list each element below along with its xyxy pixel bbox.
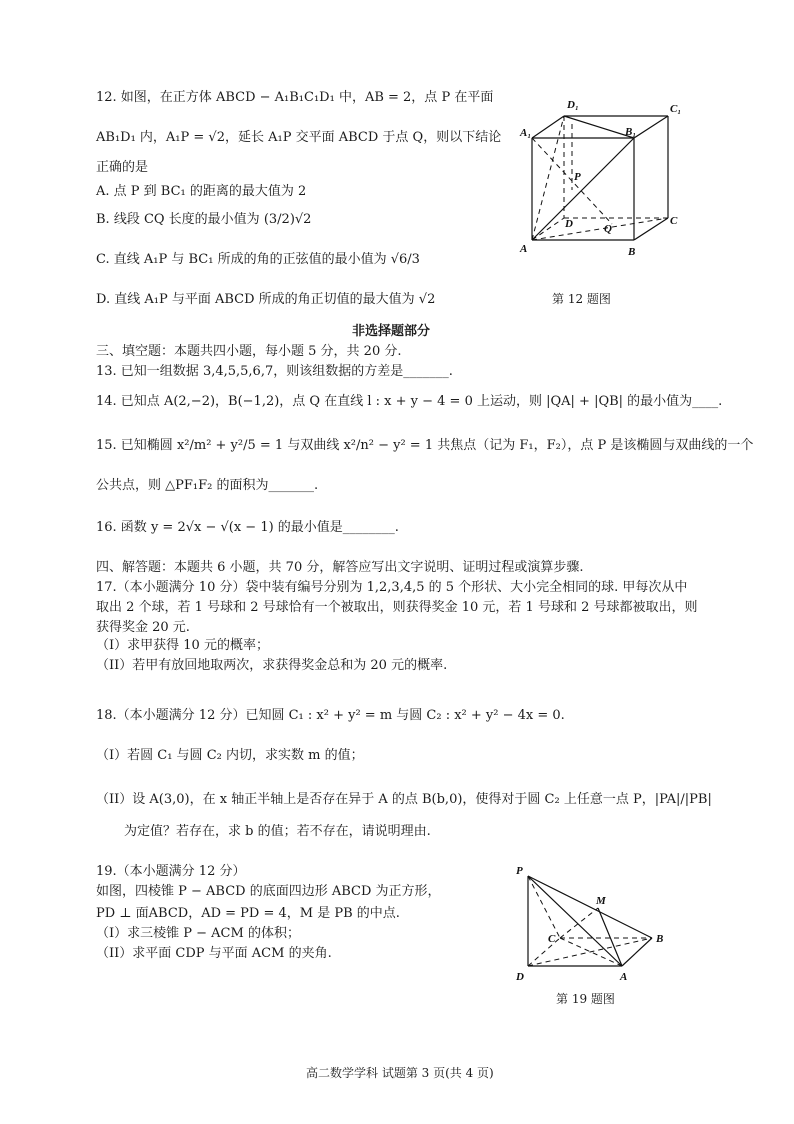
q15-line2: 公共点，则 △PF₁F₂ 的面积为_______. [96, 478, 319, 493]
q19-title: 19.（本小题满分 12 分） [96, 864, 246, 879]
q12-figure-caption: 第 12 题图 [552, 292, 611, 306]
q19-line2: PD ⊥ 面ABCD，AD = PD = 4，M 是 PB 的中点. [96, 906, 400, 921]
pyramid-label-a: A [620, 971, 628, 983]
q19-line1: 如图，四棱锥 P − ABCD 的底面四边形 ABCD 为正方形， [96, 884, 441, 899]
fill-section-header: 三、填空题：本题共四小题，每小题 5 分，共 20 分. [96, 344, 402, 359]
pyramid-label-c: C [548, 933, 556, 945]
q16: 16. 函数 y = 2√x − √(x − 1) 的最小值是________. [96, 520, 399, 535]
solve-section-header: 四、解答题：本题共 6 小题，共 70 分，解答应写出文字说明、证明过程或演算步骤. [96, 560, 584, 575]
q18-part2-cont: 为定值？若存在，求 b 的值；若不存在，请说明理由. [124, 824, 431, 839]
cube-label-b: B [628, 246, 636, 258]
q12-option-a: A. 点 P 到 BC₁ 的距离的最大值为 2 [96, 184, 307, 199]
q13: 13. 已知一组数据 3,4,5,5,6,7，则该组数据的方差是_______. [96, 364, 453, 379]
cube-label-b1: B₁ [625, 126, 637, 138]
cube-label-d: D [565, 218, 573, 230]
pyramid-label-b: B [656, 933, 664, 945]
q12-line3: 正确的是 [96, 160, 149, 175]
q18: 18.（本小题满分 12 分）已知圆 C₁ : x² + y² = m 与圆 C₂ : x² + y² − 4x = 0. [96, 708, 565, 723]
q12-cube-figure [512, 94, 712, 269]
cube-label-d1: D₁ [567, 99, 579, 111]
q12-line2: AB₁D₁ 内，A₁P = √2，延长 A₁P 交平面 ABCD 于点 Q，则以下结论 [96, 130, 502, 145]
q17-part1: （I）求甲获得 10 元的概率； [96, 638, 269, 653]
q18-part2: （II）设 A(3,0)，在 x 轴正半轴上是否存在异于 A 的点 B(b,0)，使得对于圆 C₂ 上任意一点 P，|PA|/|PB| [96, 792, 712, 807]
q17-line2: 取出 2 个球，若 1 号球和 2 号球恰有一个被取出，则获得奖金 10 元，若 1 号球和 2 号球都被取出，则 [96, 600, 698, 615]
q12-option-c: C. 直线 A₁P 与 BC₁ 所成的角的正弦值的最小值为 √6/3 [96, 252, 420, 267]
q12-line1: 12. 如图，在正方体 ABCD − A₁B₁C₁D₁ 中，AB = 2，点 P 在平面 [96, 90, 494, 105]
q19-part2: （II）求平面 CDP 与平面 ACM 的夹角. [96, 946, 332, 961]
page-footer: 高二数学学科 试题第 3 页(共 4 页) [306, 1066, 494, 1080]
q15-line1: 15. 已知椭圆 x²/m² + y²/5 = 1 与双曲线 x²/n² − y² = 1 共焦点（记为 F₁，F₂），点 P 是该椭圆与双曲线的一个 [96, 438, 754, 453]
cube-label-p: P [574, 171, 581, 183]
q14: 14. 已知点 A(2,−2)，B(−1,2)，点 Q 在直线 l : x + y − 4 = 0 上运动，则 |QA| + |QB| 的最小值为____. [96, 394, 723, 409]
cube-label-a1: A₁ [520, 127, 532, 139]
cube-label-c: C [670, 215, 678, 227]
q17-line3: 获得奖金 20 元. [96, 620, 190, 635]
q19-part1: （I）求三棱锥 P − ACM 的体积； [96, 926, 300, 941]
pyramid-label-m: M [596, 895, 606, 907]
cube-label-q: Q [604, 223, 612, 235]
q19-pyramid-figure [510, 862, 670, 992]
q12-option-b: B. 线段 CQ 长度的最小值为 (3/2)√2 [96, 212, 312, 227]
pyramid-label-d: D [516, 971, 524, 983]
section-nonchoice-title: 非选择题部分 [352, 324, 431, 339]
pyramid-label-p: P [516, 865, 523, 877]
cube-label-a: A [520, 243, 528, 255]
q18-part1: （I）若圆 C₁ 与圆 C₂ 内切，求实数 m 的值； [96, 748, 364, 763]
cube-label-c1: C₁ [670, 103, 682, 115]
q19-figure-caption: 第 19 题图 [556, 992, 615, 1006]
q17-part2: （II）若甲有放回地取两次，求获得奖金总和为 20 元的概率. [96, 658, 448, 673]
q12-option-d: D. 直线 A₁P 与平面 ABCD 所成的角正切值的最大值为 √2 [96, 292, 436, 307]
q17-line1: 17.（本小题满分 10 分）袋中装有编号分别为 1,2,3,4,5 的 5 个形状、大小完全相同的球. 甲每次从中 [96, 580, 688, 595]
